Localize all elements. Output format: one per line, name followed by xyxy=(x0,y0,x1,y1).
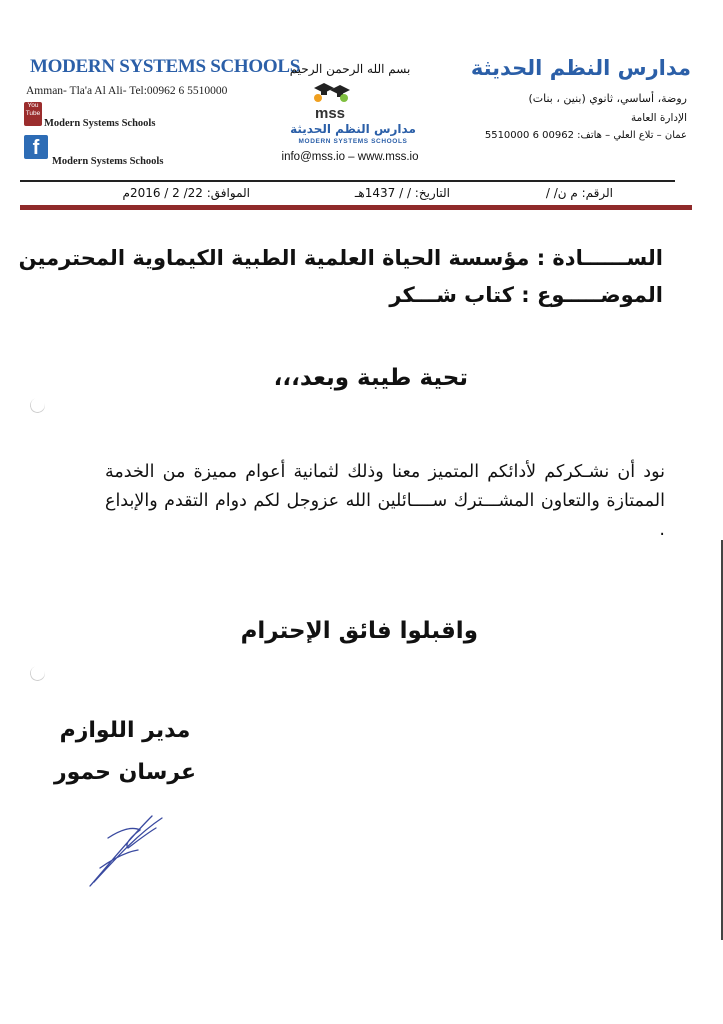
graduation-cap-icon xyxy=(300,80,360,122)
letter-recipient: الســــــادة : مؤسسة الحياة العلمية الطبية الكيماوية المحترمين xyxy=(18,246,663,270)
punch-hole-mark xyxy=(28,664,47,683)
letter-body: نود أن نشـكركم لأدائكم المتميز معنا وذلك لثمانية أعوام مميزة من الخدمة الممتازة والتعاون المشـــترك ســــائلين الله عزوجل لكم دوام التقدم والإبداع . xyxy=(105,462,665,540)
school-address-english: Amman- Tla'a Al Ali- Tel:00962 6 5510000 xyxy=(26,85,228,97)
header-color-bar xyxy=(20,205,692,210)
signatory-title: مدير اللوازم xyxy=(59,718,191,743)
handwritten-signature xyxy=(80,808,180,890)
basmala: بسم الله الرحمن الرحيم xyxy=(289,62,411,76)
youtube-icon: You Tube xyxy=(24,102,42,126)
school-sections: روضة، أساسي، ثانوي (بنين ، بنات) xyxy=(528,92,687,105)
svg-text:mss: mss xyxy=(314,105,346,122)
school-logo xyxy=(300,80,360,122)
youtube-label: Modern Systems Schools xyxy=(44,118,156,129)
contact-info: info@mss.io – www.mss.io xyxy=(281,151,419,163)
school-address-arabic: عمان – تلاع العلي – هاتف: 00962 6 5510000 xyxy=(484,130,687,141)
letter-subject: الموضـــــوع : كتاب شـــكر xyxy=(389,283,663,307)
facebook-icon: f xyxy=(24,135,48,159)
reference-number: الرقم: م ن/ / xyxy=(545,186,613,200)
letter-closing: واقبلوا فائق الإحترام xyxy=(240,618,478,644)
logo-arabic-text: مدارس النظم الحديثة xyxy=(290,122,416,136)
logo-english-text: MODERN SYSTEMS SCHOOLS xyxy=(298,138,408,145)
school-name-arabic: مدارس النظم الحديثة xyxy=(470,56,691,80)
facebook-label: Modern Systems Schools xyxy=(52,156,164,167)
signatory-name: عرسان حمور xyxy=(53,760,197,785)
school-name-english: MODERN SYSTEMS SCHOOLS xyxy=(30,56,301,77)
header-divider xyxy=(20,180,675,182)
hijri-date: التاريخ: / / 1437هـ xyxy=(354,186,450,200)
gregorian-date: الموافق: 22/ 2 / 2016م xyxy=(122,186,250,200)
administration-label: الإدارة العامة xyxy=(630,112,687,124)
punch-hole-mark xyxy=(28,396,47,415)
letter-greeting: تحية طيبة وبعد،،، xyxy=(273,365,468,391)
